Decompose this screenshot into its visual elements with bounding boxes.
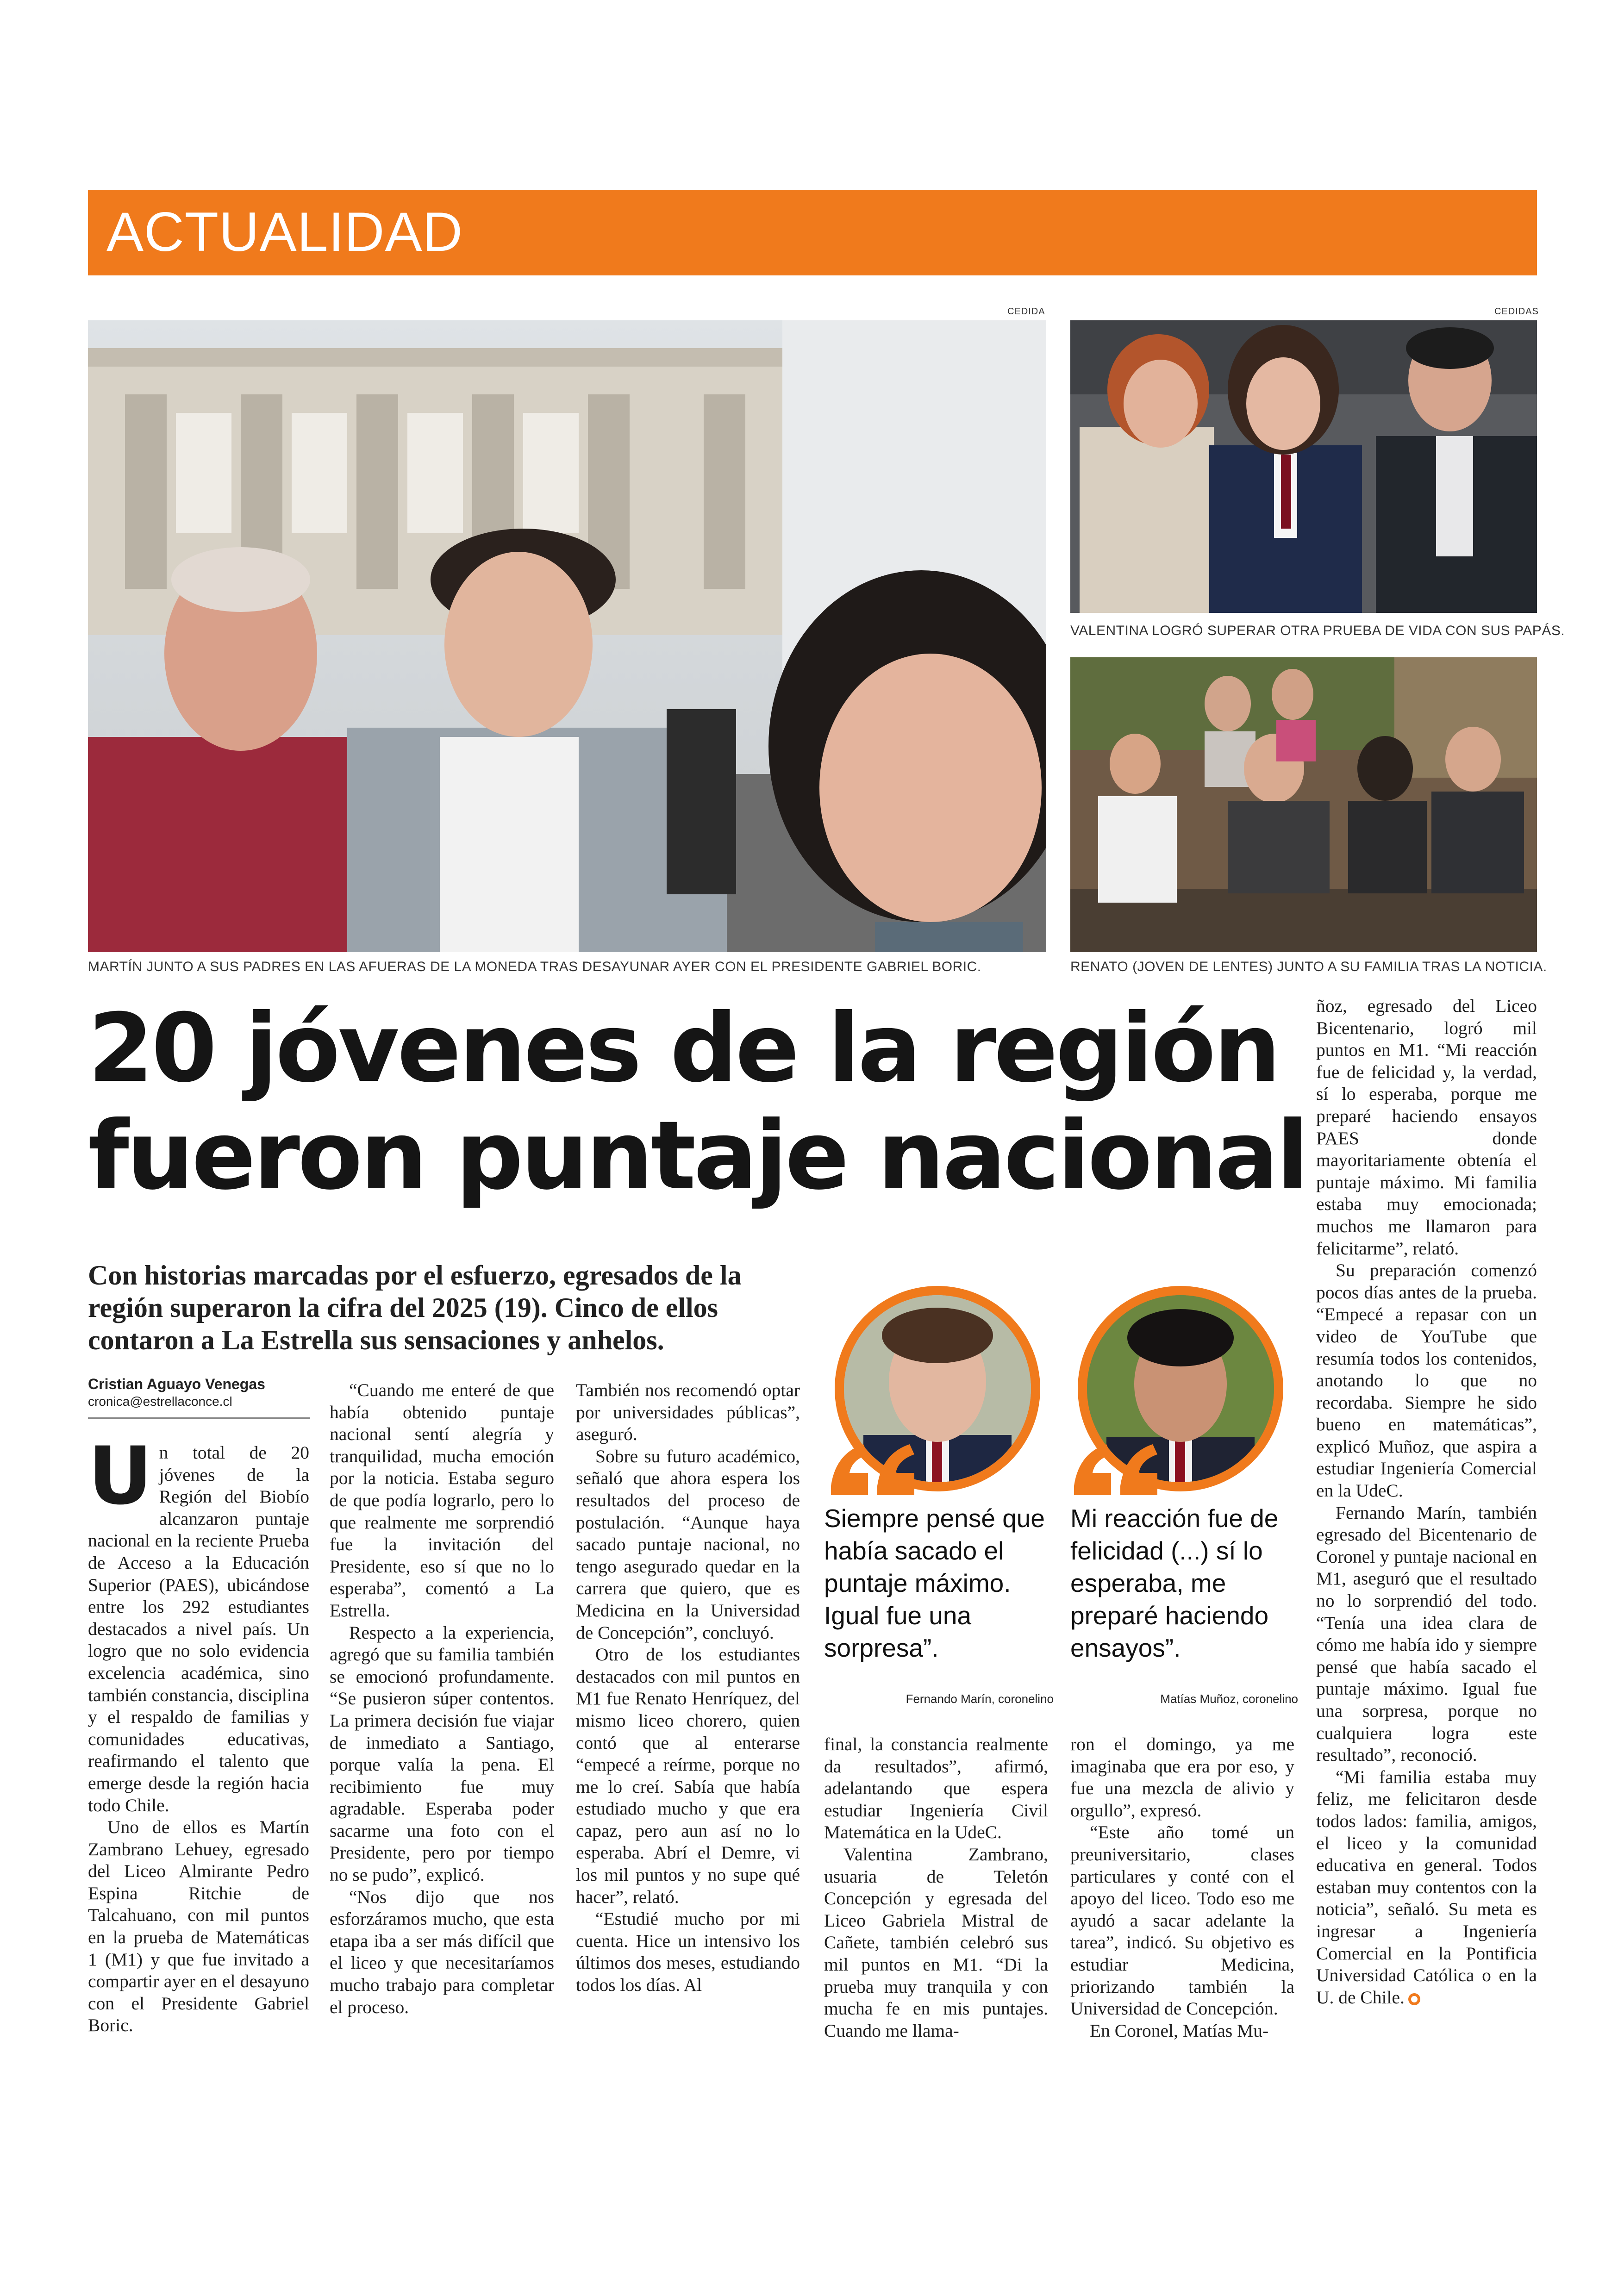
main-photo-caption: MARTÍN JUNTO A SUS PADRES EN LAS AFUERAS DE LA MONEDA TRAS DESAYUNAR AYER CON EL PRESIDENTE GABRIEL BORIC. <box>88 959 981 974</box>
body-paragraph: “Estudié mucho por mi cuenta. Hice un intensivo los últimos dos meses, estudiando todos los días. Al <box>576 1908 800 1996</box>
byline-email: cronica@estrellaconce.cl <box>88 1394 232 1409</box>
quote-portrait-1 <box>822 1282 1053 1495</box>
headline-line-2: fueron puntaje nacional <box>88 1101 1307 1211</box>
section-label: ACTUALIDAD <box>106 201 463 263</box>
body-text: “Mi familia estaba muy feliz, me felicitaron desde todos lados: familia, amigos, el liceo y la comunidad educativa en general. Todos estaban muy contentos con la noticia”, señaló. Su meta es ingresar a Ingeniería Comercial en la Pontificia Universidad Católica o en la U. de Chile. <box>1316 1766 1537 2008</box>
body-paragraph: Uno de ellos es Martín Zambrano Lehuey, egresado del Liceo Almirante Pedro Espina Ritchie de Talcahuano, con mil puntos en la prueba de Matemáticas 1 (M1) y que fue invitado a compartir ayer en el desayuno con el Presidente Gabriel Boric. <box>88 1817 309 2036</box>
section-header-bar <box>88 190 1537 275</box>
byline <box>88 1375 310 1410</box>
quote-text-2: Mi reacción fue de felicidad (...) sí lo esperaba, me preparé haciendo ensayos”. <box>1070 1504 1279 1662</box>
bottom-right-photo-illustration <box>1070 657 1537 952</box>
end-of-article-icon <box>1408 1993 1420 2005</box>
body-paragraph: final, la constancia realmente da resultados”, afirmó, adelantando que espera estudiar Ingeniería Civil Matemática en la UdeC. <box>824 1734 1048 1843</box>
body-paragraph: En Coronel, Matías Mu- <box>1090 2020 1269 2041</box>
headline-line-1: 20 jóvenes de la región <box>88 994 1279 1104</box>
body-paragraph: Otro de los estudiantes destacados con mil puntos en M1 fue Renato Henríquez, del mismo liceo chorero, quien contó que al enterarse “empecé a reírme, porque no me lo creí. Sabía que había estudiado mucho y que era capaz, pero aun así no lo esperaba. Abrí el Demre, vi los mil puntos y no supe qué hacer”, relató. <box>576 1644 800 1907</box>
quote-author-1: Fernando Marín, coronelino <box>906 1692 1054 1706</box>
body-column-3 <box>576 1379 800 1996</box>
headline <box>88 995 1310 1210</box>
top-right-photo-illustration <box>1070 320 1537 613</box>
drop-cap: U <box>88 1429 153 1522</box>
byline-author: Cristian Aguayo Venegas <box>88 1376 265 1392</box>
body-paragraph: ron el domingo, ya me imaginaba que era por eso, y fue una mezcla de alivio y orgullo”, expresó. <box>1070 1734 1294 1821</box>
body-text: n total de 20 jóvenes de la Región del Biobío alcanzaron puntaje nacional en la reciente Prueba de Acceso a la Educación Superior (PAES), ubicándose entre los 292 estudiantes destacados a nivel país. Un logro que no solo evidencia excelencia académica, sino también constancia, disciplina y el respaldo de familias y comunidades educativas, reafirmando el talento que emerge desde la región hacia todo Chile. <box>88 1442 309 1815</box>
body-column-1 <box>88 1429 309 2037</box>
lead-paragraph <box>88 1259 801 1356</box>
top-right-photo <box>1070 320 1537 613</box>
main-photo-credit: CEDIDA <box>1007 306 1045 317</box>
body-paragraph: “Este año tomé un preuniversitario, clases particulares y conté con el apoyo del liceo. Todo eso me ayudó a sacar adelante la tarea”, indicó. Su objetivo es estudiar Medicina, priorizando también la Universidad de Concepción. <box>1070 1822 1294 2019</box>
body-paragraph <box>1316 1766 1537 2009</box>
body-column-4 <box>824 1734 1048 2042</box>
byline-divider <box>88 1417 310 1419</box>
quote-portrait-2-illustration <box>1065 1282 1296 1495</box>
bottom-right-photo-caption: RENATO (JOVEN DE LENTES) JUNTO A SU FAMILIA TRAS LA NOTICIA. <box>1070 959 1547 974</box>
body-paragraph: Respecto a la experiencia, agregó que su familia también se emocionó profundamente. “Se pusieron súper contentos. La primera decisión fue viajar de inmediato a Santiago, porque valía la pena. El recibimiento fue muy agradable. Esperaba poder sacarme una foto con el Presidente, pero por tiempo no se pudo”, explicó. <box>330 1622 554 1885</box>
top-right-photo-credit: CEDIDAS <box>1494 306 1539 317</box>
body-paragraph: ñoz, egresado del Liceo Bicentenario, logró mil puntos en M1. “Mi reacción fue de felicidad y, la verdad, sí lo esperaba, porque me preparé haciendo ensayos PAES donde mayoritariamente obtenía el puntaje máximo. Mi familia estaba muy emocionada; muchos me llamaron para felicitarme”, relató. <box>1316 996 1537 1259</box>
lead-line-1: Con historias marcadas por el esfuerzo, egresados de la <box>88 1260 742 1291</box>
body-column-5 <box>1070 1734 1294 2042</box>
body-paragraph: Su preparación comenzó pocos días antes de la prueba. “Empecé a repasar con un video de YouTube que resumía todos los contenidos, anotando lo que no recordaba. Siempre he sido bueno en matemáticas”, explicó Muñoz, que aspira a estudiar Ingeniería Comercial en la UdeC. <box>1316 1260 1537 1501</box>
quote-portrait-2 <box>1065 1282 1296 1495</box>
top-right-photo-caption: VALENTINA LOGRÓ SUPERAR OTRA PRUEBA DE VIDA CON SUS PAPÁS. <box>1070 623 1565 638</box>
body-paragraph: Fernando Marín, también egresado del Bicentenario de Coronel y puntaje nacional en M1, aseguró que el resultado no lo sorprendió del todo. “Tenía una idea clara de cómo me había ido y siempre pensé que había sacado el puntaje máximo. Igual fue una sorpresa, porque no cualquiera logra este resultado”, reconoció. <box>1316 1502 1537 1765</box>
body-column-2 <box>330 1379 554 2018</box>
quote-portrait-1-illustration <box>822 1282 1053 1495</box>
bottom-right-photo <box>1070 657 1537 952</box>
body-column-6 <box>1316 995 1537 2008</box>
body-paragraph: “Cuando me enteré de que había obtenido puntaje nacional sentí alegría y tranquilidad, mucha emoción por la noticia. Estaba seguro de que podía lograrlo, pero lo que realmente me sorprendió fue la invitación del Presidente, eso sí que no lo esperaba”, comentó a La Estrella. <box>330 1380 554 1621</box>
quote-author-2: Matías Muñoz, coronelino <box>1160 1692 1298 1706</box>
lead-line-3: contaron a La Estrella sus sensaciones y anhelos. <box>88 1325 664 1355</box>
body-paragraph: Valentina Zambrano, usuaria de Teletón Concepción y egresada del Liceo Gabriela Mistral de Cañete, también celebró sus mil puntos en M1. “Di la prueba muy tranquila y con mucha fe en mis puntajes. Cuando me llama- <box>824 1844 1048 2041</box>
body-paragraph: También nos recomendó optar por universidades públicas”, aseguró. <box>576 1380 800 1445</box>
body-paragraph: Sobre su futuro académico, señaló que ahora espera los resultados del proceso de postulación. “Aunque haya sacado puntaje nacional, no tengo asegurado quedar en la carrera que quiero, que es Medicina en la Universidad de Concepción”, concluyó. <box>576 1446 800 1643</box>
main-photo-illustration <box>88 320 1046 952</box>
main-photo <box>88 320 1046 952</box>
quote-text-1: Siempre pensé que había sacado el puntaje máximo. Igual fue una sorpresa”. <box>824 1504 1045 1662</box>
lead-line-2: región superaron la cifra del 2025 (19). Cinco de ellos <box>88 1292 718 1323</box>
body-paragraph <box>88 1429 309 1816</box>
body-paragraph: “Nos dijo que nos esforzáramos mucho, que esta etapa iba a ser más difícil que el liceo y que necesitaríamos mucho trabajo para completar el proceso. <box>330 1886 554 2017</box>
